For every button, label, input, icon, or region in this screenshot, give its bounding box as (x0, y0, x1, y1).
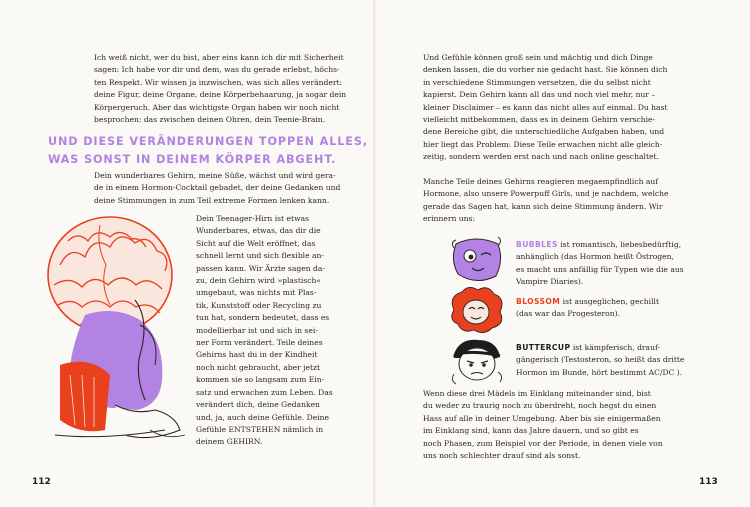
left-page (0, 0, 374, 507)
buttercup-character-icon (446, 334, 506, 386)
right-page (376, 0, 750, 507)
buttercup-name: BUTTERCUP (516, 343, 571, 352)
feelings-paragraph: Und Gefühle können groß sein und mächtig und dich Dinge denken lassen, die du vorher nie gedacht hast. Sie können dich in verschiedene Stimmungen versetzen, die du selbst nicht kapierst. Dein Gehirn kann all das und noch viel mehr, nur – kleiner Disclaimer – es kann das nicht alles auf einmal. Du hast vielleicht mitbekommen, dass es in deinem Gehirn verschie- dene Bereiche gibt, die unterschiedliche Aufgaben haben, und hier liegt das Problem: Diese Teile erwachen nicht alle gleich- zeitig, sondern werden erst nach und nach online geschaltet. (423, 53, 668, 162)
blossom-description: BLOSSOM ist ausgeglichen, gechillt (das war das Progesteron). (516, 297, 660, 319)
blossom-name: BLOSSOM (516, 297, 561, 306)
brain-column-paragraph: Dein Teenager-Hirn ist etwas Wunderbares, etwas, das dir die Sicht auf die Welt eröffnet, das schnell lernt und sich flexible an- passen kann. Wir Ärzte sagen da- zu, dein Gehirn wird »plastisch« umgebaut, was nichts mit Plas- tik, Kunststoff oder Recycling zu tun hat, sondern bedeutet, dass es modellierbar ist und sich in sei- ner Form verändert. Teile deines Gehirns hast du in der Kindheit noch nicht gebraucht, aber jetzt kommen sie so langsam zum Ein- satz und erwachen zum Leben. Das verändert dich, deine Gedanken und, ja, auch deine Gefühle. Deine Gefühle ENTSTEHEN nämlich in deinem GEHIRN. (196, 214, 333, 447)
page-number-right: 113 (699, 477, 718, 487)
buttercup-description: BUTTERCUP ist kämpferisch, drauf- gängerisch (Testosteron, so heißt das dritte Hormon im Bunde, hört bestimmt AC/DC ). (516, 343, 685, 377)
harmony-paragraph: Wenn diese drei Mädels im Einklang miteinander sind, bist du weder zu traurig noch zu überdreht, noch hegst du einen Hass auf alle in deiner Umgebung. Aber bis sie einigermaßen im Einklang sind, kann das Jahre dauern, und so gibt es noch Phasen, zum Beispiel vor der Periode, in denen viele von uns noch schlechter drauf sind als sonst. (423, 389, 663, 461)
brain-intro-paragraph: Dein wunderbares Gehirn, meine Süße, wächst und wird gera- de in einem Hormon-Cocktail gebadet, der deine Gedanken und deine Stimmungen in zum Teil extreme Formen lenken kann. (94, 171, 341, 205)
brain-girl-illustration (40, 205, 190, 455)
bubbles-character-icon (448, 234, 504, 286)
intro-paragraph: Ich weiß nicht, wer du bist, aber eins kann ich dir mit Sicherheit sagen: Ich habe vor dir und dem, was du gerade erlebst, höchs- ten Respekt. Wir wissen ja inzwischen, was sich alles verändert: deine Figur, deine Organe, deine Körperbehaarung, ja sogar dein Körpergeruch. Aber das wichtigste Organ haben wir noch nicht besprochen: das zwischen deinen Ohren, dein Teenie-Brain. (94, 53, 347, 125)
bubbles-description: BUBBLES ist romantisch, liebesbedürftig, anhänglich (das Hormon heißt Östrogen, es macht uns anfällig für Typen wie die aus Vampire Diaries). (516, 240, 684, 287)
blossom-character-icon (446, 286, 506, 334)
hormones-intro-paragraph: Manche Teile deines Gehirns reagieren megaempfindlich auf Hormone, also unsere Powerpuff Girls, und je nachdem, welche gerade das Sagen hat, kann sich deine Stimmung ändern. Wir erinnern uns: (423, 177, 669, 224)
page-number-left: 112 (32, 477, 51, 487)
section-headline: UND DIESE VERÄNDERUNGEN TOPPEN ALLES, WAS SONST IN DEINEM KÖRPER ABGEHT. (48, 135, 368, 166)
bubbles-name: BUBBLES (516, 240, 558, 249)
